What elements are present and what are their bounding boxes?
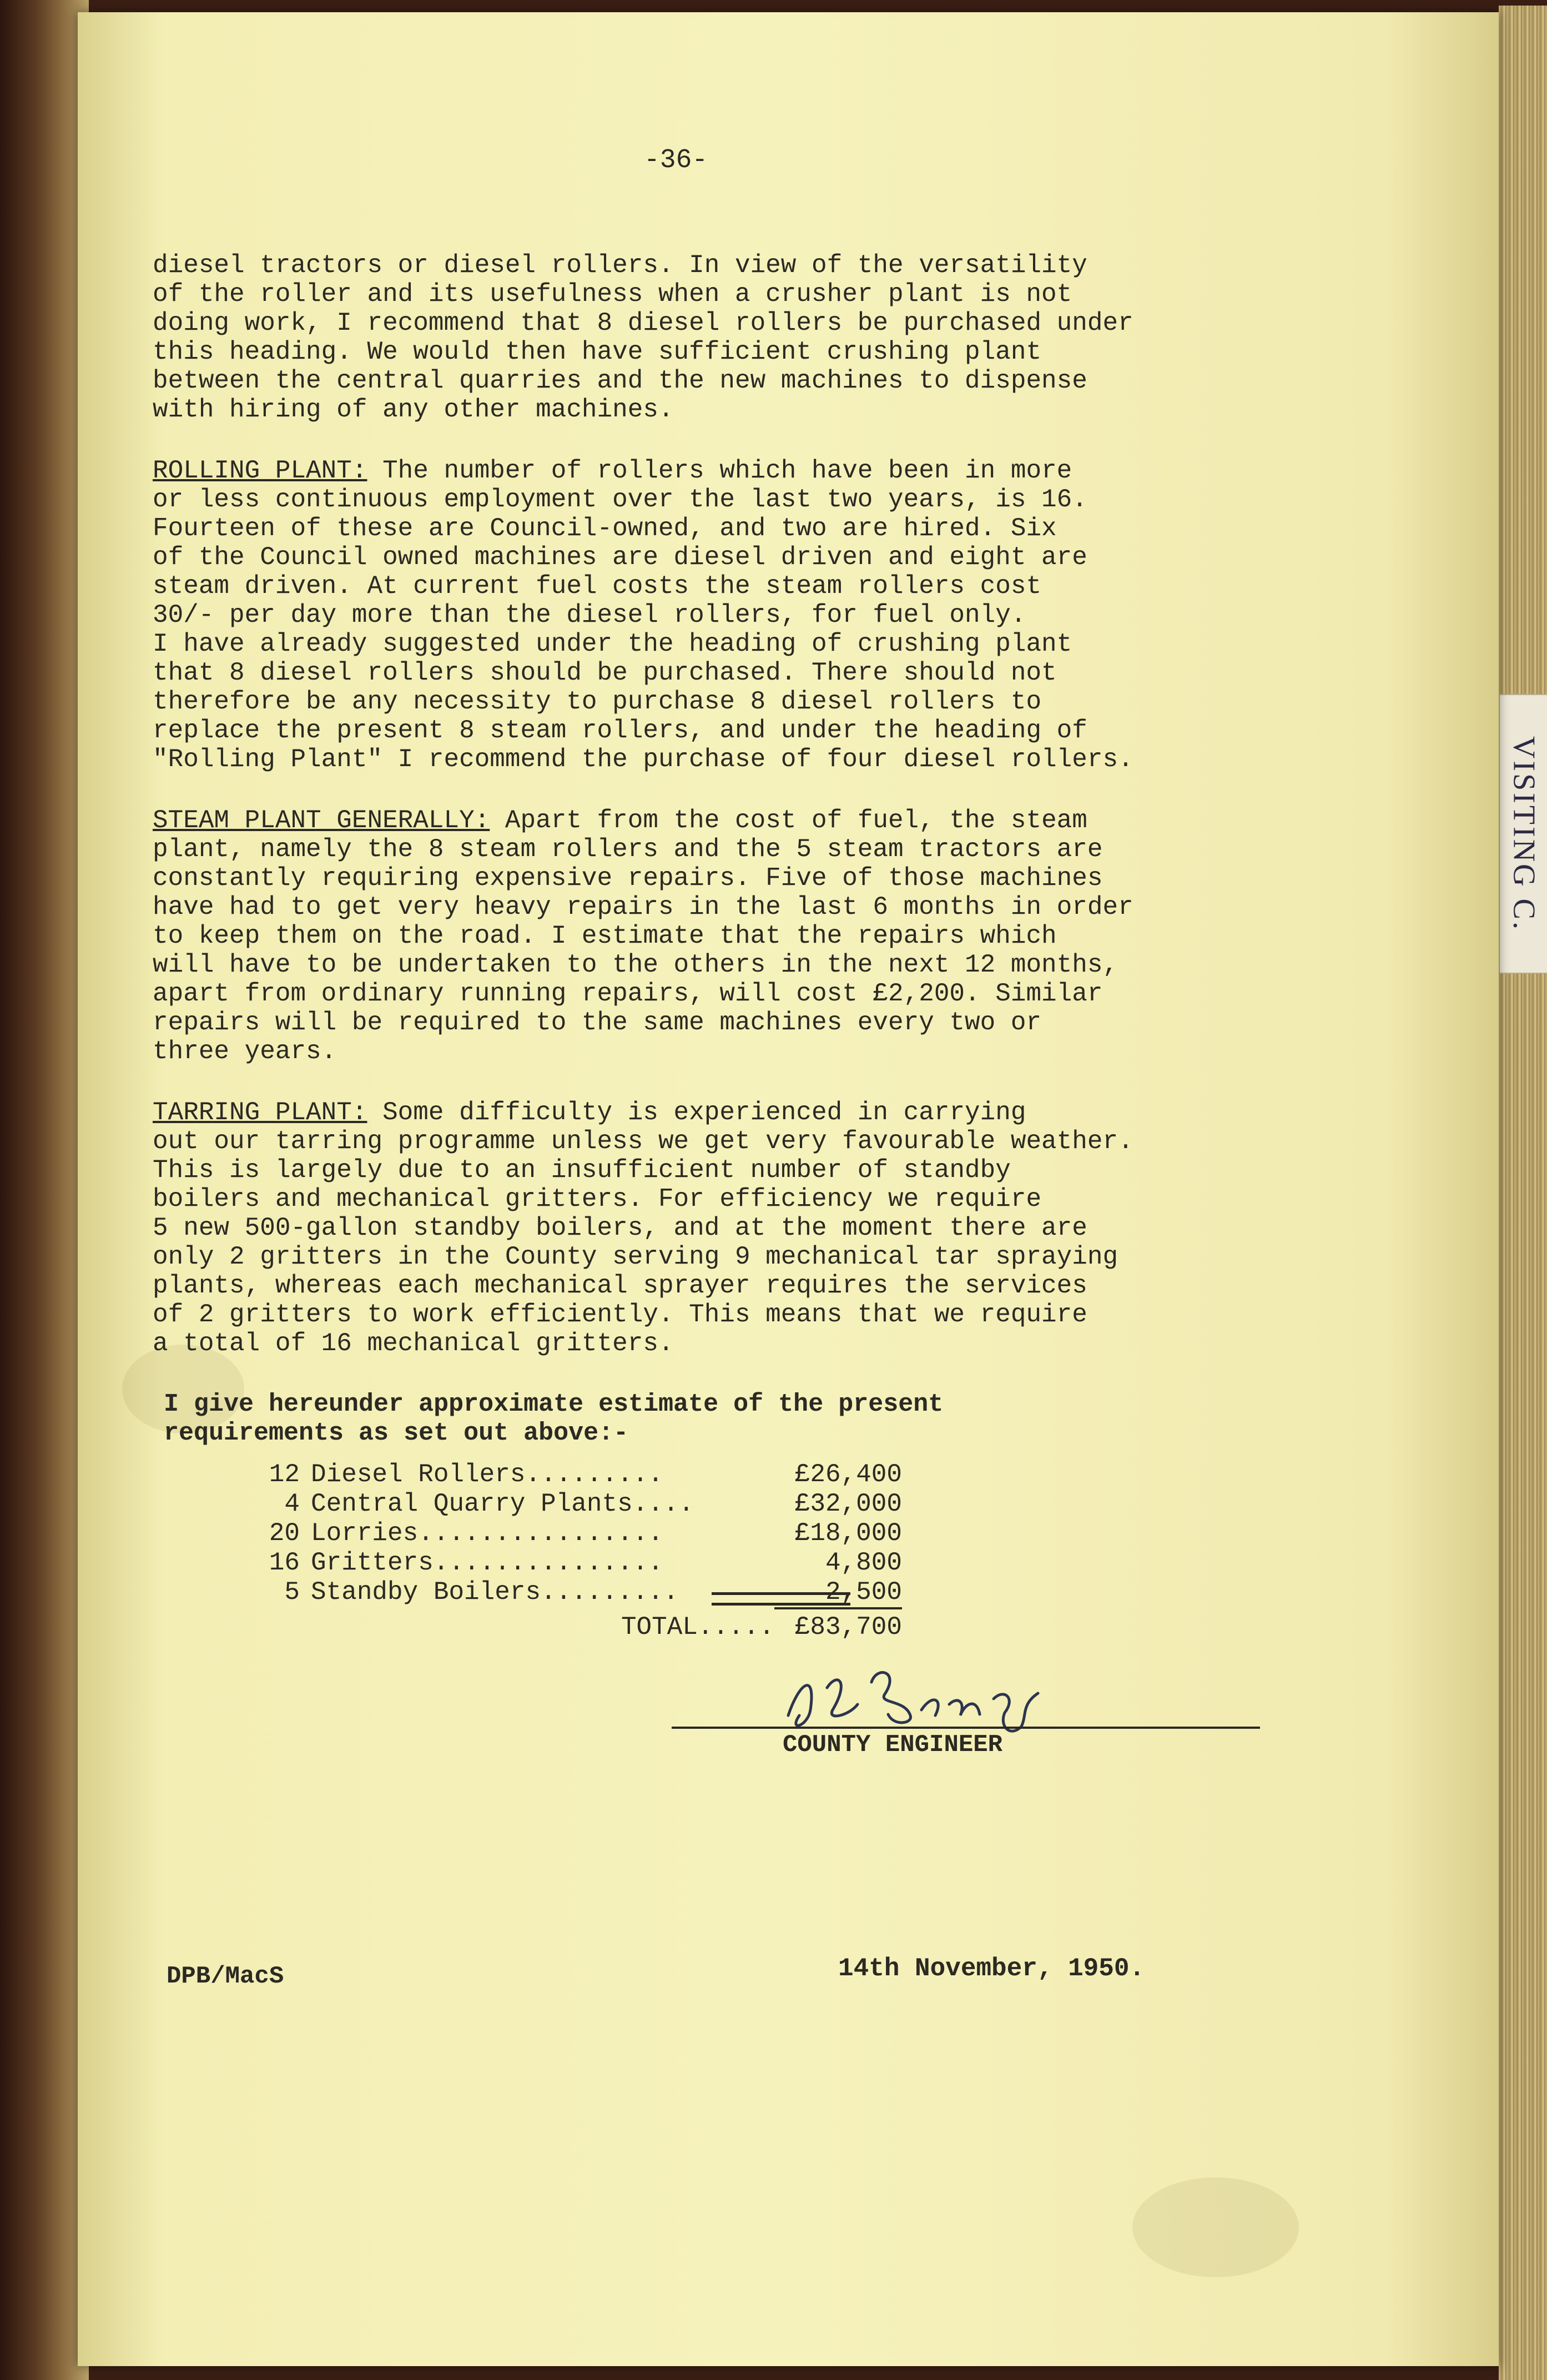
- estimate-label: Central Quarry Plants....: [311, 1490, 694, 1518]
- estimate-table: [253, 1460, 1268, 1642]
- book-binding: [0, 0, 89, 2380]
- paragraph-steam-plant: [153, 806, 1268, 1066]
- paragraph-tarring-plant: [153, 1098, 1268, 1358]
- paragraph-crushing: [153, 222, 1268, 424]
- signature-title: COUNTY ENGINEER: [783, 1731, 1003, 1759]
- page-edges: [1499, 6, 1547, 2380]
- estimate-label: Diesel Rollers.........: [311, 1460, 663, 1489]
- document-date: 14th November, 1950.: [838, 1954, 1145, 1983]
- paragraph-text: The number of rollers which have been in more or less continuous employment over the last two years, is 16. Fourteen of these are Council-owned, and two are hired. Six of the Council owned machines are diesel driven and eight are steam driven. At current fuel costs the steam rollers cost 30/- per day more than the diesel rollers, for fuel only. I have already suggested under the heading of crushing plant that 8 diesel rollers should be purchased. There should not therefore be any necessity to purchase 8 diesel rollers to replace the present 8 steam rollers, and under the heading of "Rolling Plant" I recommend the purchase of four diesel rollers.: [153, 456, 1133, 774]
- reference-initials: DPB/MacS: [167, 1963, 284, 1990]
- paragraph-heading: STEAM PLANT GENERALLY:: [153, 806, 490, 835]
- paragraph-heading: TARRING PLANT:: [153, 1098, 367, 1127]
- estimate-row: [253, 1490, 1268, 1519]
- total-amount: £83,700: [794, 1613, 902, 1642]
- estimate-amount: £32,000: [794, 1490, 902, 1518]
- estimate-row: [253, 1460, 1268, 1490]
- index-tab-label: VISITING C.: [1506, 736, 1541, 932]
- document-body: [153, 144, 1268, 1642]
- estimate-qty: 4: [284, 1490, 300, 1518]
- estimate-amount: 2,500: [774, 1578, 902, 1609]
- estimate-label: Lorries................: [311, 1519, 663, 1548]
- index-tab: [1499, 694, 1547, 974]
- estimate-intro: I give hereunder approximate estimate of the present requirements as set out above:-: [164, 1390, 944, 1447]
- estimate-amount: £18,000: [794, 1519, 902, 1548]
- paragraph-text: Apart from the cost of fuel, the steam plant, namely the 8 steam rollers and the 5 steam tractors are constantly requiring expensive repairs. Five of those machines have had to get very heavy repairs in the last 6 months in order to keep them on the road. I estimate that the repairs which will have to be undertaken to the others in the next 12 months, apart from ordinary running repairs, will cost £2,200. Similar repairs will be required to the same machines every two or three years.: [153, 806, 1133, 1066]
- estimate-row: [253, 1548, 1268, 1578]
- paragraph-text: diesel tractors or diesel rollers. In view of the versatility of the roller and its usefulness when a crusher plant is not doing work, I recommend that 8 diesel rollers be purchased under this heading. We would then have sufficient crushing plant between the central quarries and the new machines to dispense with hiring of any other machines.: [153, 251, 1133, 424]
- paragraph-heading: ROLLING PLANT:: [153, 456, 367, 485]
- estimate-label: Gritters...............: [311, 1548, 663, 1577]
- total-label: TOTAL.....: [621, 1613, 774, 1642]
- estimate-amount: £26,400: [794, 1460, 902, 1489]
- estimate-total-row: [253, 1613, 1268, 1642]
- estimate-label: Standby Boilers.........: [311, 1578, 679, 1607]
- estimate-qty: 5: [284, 1578, 300, 1607]
- estimate-qty: 16: [269, 1548, 300, 1577]
- estimate-amount: 4,800: [825, 1548, 902, 1577]
- estimate-row: [253, 1519, 1268, 1548]
- handwritten-signature: [766, 1649, 1055, 1743]
- page-number: -36-: [644, 145, 708, 175]
- estimate-qty: 12: [269, 1460, 300, 1489]
- paragraph-text: Some difficulty is experienced in carrying out our tarring programme unless we get very favourable weather. This is largely due to an insufficient number of standby boilers and mechanical gritters. For efficiency we require 5 new 500-gallon standby boilers, and at the moment there are only 2 gritters in the County serving 9 mechanical tar spraying plants, whereas each mechanical sprayer requires the services of 2 gritters to work efficiently. This means that we require a total of 16 mechanical gritters.: [153, 1098, 1133, 1358]
- paragraph-rolling-plant: [153, 456, 1268, 774]
- total-double-underline: [712, 1592, 850, 1606]
- signature-line: [672, 1727, 1260, 1729]
- estimate-qty: 20: [269, 1519, 300, 1548]
